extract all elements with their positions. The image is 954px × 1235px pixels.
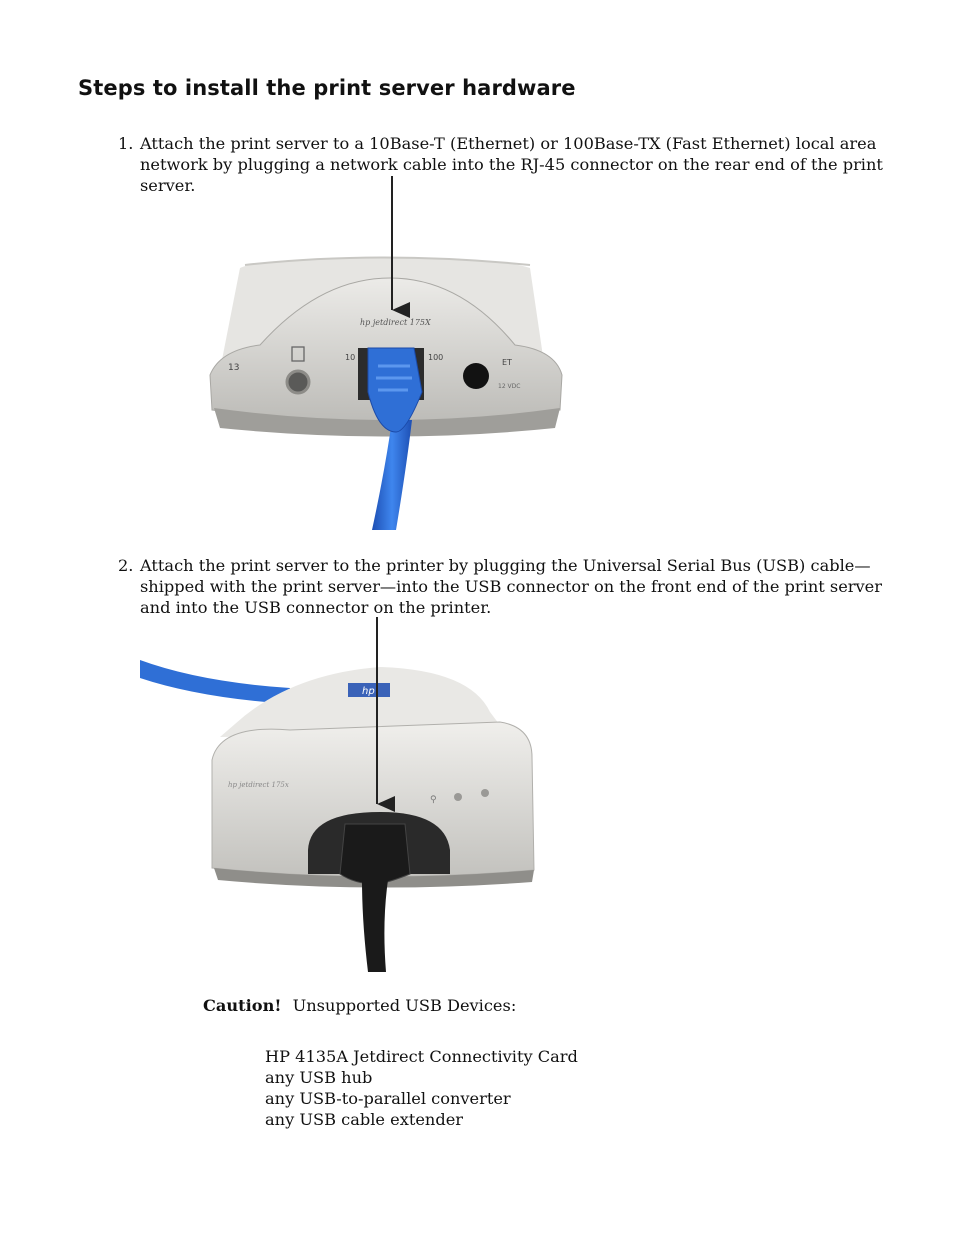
port-label-100: 100 <box>428 353 444 362</box>
print-server-front-photo <box>140 612 540 972</box>
power-jack <box>463 363 489 389</box>
power-label: ET <box>502 358 512 367</box>
list-item: any USB hub <box>265 1068 373 1087</box>
list-item: any USB-to-parallel converter <box>265 1089 511 1108</box>
step-text: Attach the print server to a 10Base-T (Ethernet) or 100Base-TX (Fast Ethernet) local area network by plugging a network cable into the RJ-45 connector on the rear end of the print server. <box>140 134 883 195</box>
power-sublabel: 12 VDC <box>498 383 521 390</box>
page-title: Steps to install the print server hardware <box>78 76 576 100</box>
network-cable <box>140 660 290 704</box>
brand-label: hp jetdirect 175X <box>360 318 431 327</box>
usb-icon: ⚲ <box>430 795 437 805</box>
print-server-rear-photo <box>200 170 570 530</box>
status-light <box>481 789 489 797</box>
step-text: Attach the print server to the printer by plugging the Universal Serial Bus (USB) cable—shipped with the print server—into the USB connector on the front end of the print server and into the USB connector on the printer. <box>140 556 883 617</box>
step-number: 1. <box>118 134 134 153</box>
port-label-left: 13 <box>228 363 240 373</box>
hp-logo-text: hp <box>362 686 375 697</box>
usb-cable <box>362 880 388 972</box>
step-number: 2. <box>118 556 134 575</box>
caution-note <box>203 996 516 1015</box>
reset-button <box>287 371 309 393</box>
caution-label: Caution! <box>203 996 282 1015</box>
usb-plug <box>340 824 410 884</box>
caution-text: Unsupported USB Devices: <box>292 996 517 1015</box>
port-label-10: 10 <box>345 353 356 362</box>
brand-label: hp jetdirect 175x <box>228 781 289 789</box>
network-cable <box>372 420 412 530</box>
list-item: HP 4135A Jetdirect Connectivity Card <box>265 1047 578 1066</box>
status-light <box>454 793 462 801</box>
list-item: any USB cable extender <box>265 1110 464 1129</box>
unsupported-devices-list <box>265 1046 578 1130</box>
